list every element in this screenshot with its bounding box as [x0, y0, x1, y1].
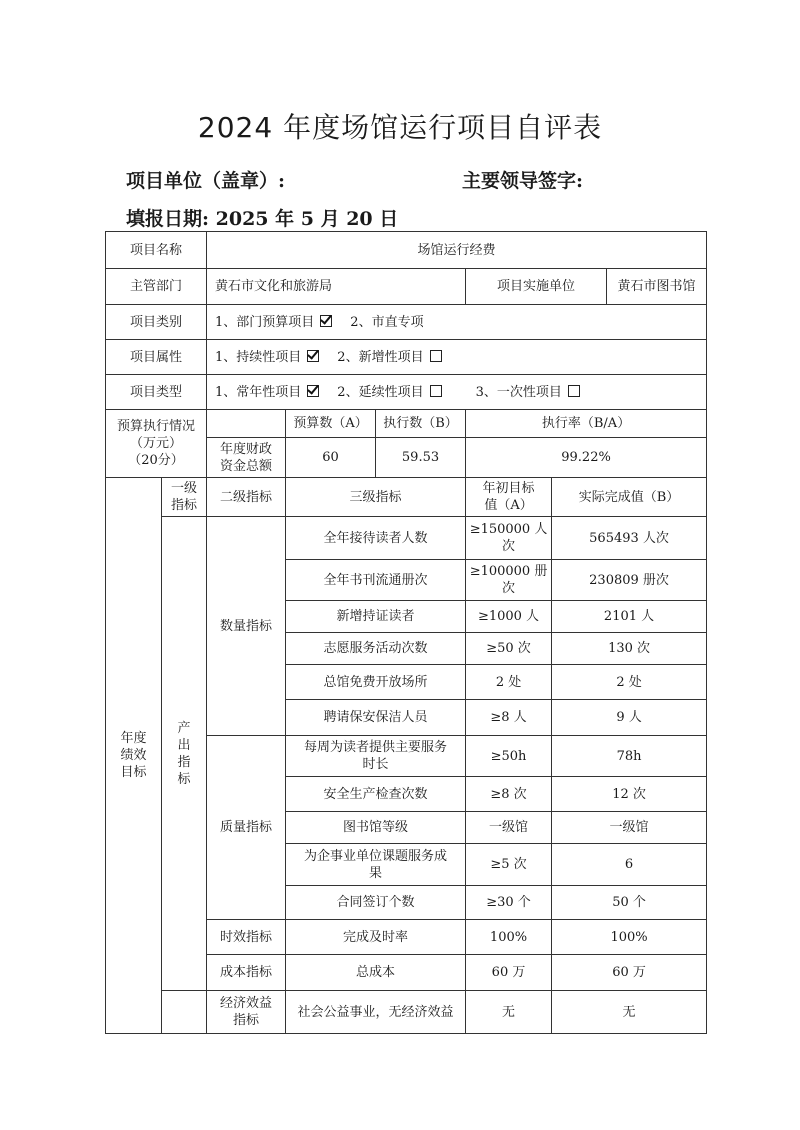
cost-target: 60 万	[466, 955, 552, 991]
lvl2-header: 二级指标	[207, 478, 286, 517]
impl-unit-value: 黄石市图书馆	[607, 269, 707, 305]
budget-value: 60	[286, 438, 376, 478]
quality-actual-2: 一级馆	[552, 812, 707, 844]
budget-col-header: 预算数（A）	[286, 410, 376, 438]
quantity-actual-4: 2 处	[552, 665, 707, 700]
category-opt1-checkbox[interactable]	[320, 315, 332, 327]
lvl1-header: 一级指标	[162, 478, 207, 517]
lvl1-blank-cell	[162, 991, 207, 1034]
quantity-actual-1: 230809 册次	[552, 560, 707, 601]
self-evaluation-table	[105, 231, 707, 1034]
timeliness-target: 100%	[466, 920, 552, 955]
quantity-target-4: 2 处	[466, 665, 552, 700]
quantity-actual-5: 9 人	[552, 700, 707, 736]
dept-value: 黄石市文化和旅游局	[207, 269, 466, 305]
quality-target-0: ≥50h	[466, 736, 552, 777]
category-label: 项目类别	[106, 305, 207, 340]
cost-name: 总成本	[286, 955, 466, 991]
cost-label: 成本指标	[207, 955, 286, 991]
category-opt2: 2、市直专项	[350, 314, 424, 330]
quantity-target-1: ≥100000 册次	[466, 560, 552, 601]
quality-actual-1: 12 次	[552, 777, 707, 812]
quality-actual-3: 6	[552, 844, 707, 886]
type-opt3: 3、一次性项目	[475, 384, 562, 400]
quantity-target-2: ≥1000 人	[466, 601, 552, 633]
target-header: 年初目标值（A）	[466, 478, 552, 517]
quantity-name-2: 新增持证读者	[286, 601, 466, 633]
fiscal-total-label: 年度财政资金总额	[207, 438, 286, 478]
fill-date: 填报日期: 2025 年 5 月 20 日	[126, 208, 399, 230]
timeliness-name: 完成及时率	[286, 920, 466, 955]
category-opt1: 1、部门预算项目	[215, 314, 315, 330]
quality-name-2: 图书馆等级	[286, 812, 466, 844]
budget-exec-label-line1: 预算执行情况	[117, 419, 196, 434]
category-options	[207, 305, 707, 340]
quantity-target-3: ≥50 次	[466, 633, 552, 665]
type-opt1: 1、常年性项目	[215, 384, 302, 400]
attribute-label: 项目属性	[106, 340, 207, 375]
exec-col-header: 执行数（B）	[376, 410, 466, 438]
quality-target-4: ≥30 个	[466, 886, 552, 920]
economic-target: 无	[466, 991, 552, 1034]
type-opt3-checkbox[interactable]	[568, 385, 580, 397]
output-label: 产出指标	[162, 517, 207, 991]
attribute-opt2: 2、新增性项目	[337, 349, 424, 365]
type-opt2: 2、延续性项目	[337, 384, 424, 400]
type-options	[207, 375, 707, 410]
quantity-name-1: 全年书刊流通册次	[286, 560, 466, 601]
annual-perf-label: 年度绩效目标	[106, 478, 162, 1034]
attribute-opt1: 1、持续性项目	[215, 349, 302, 365]
project-name-value: 场馆运行经费	[207, 232, 707, 269]
quality-name-1: 安全生产检查次数	[286, 777, 466, 812]
attribute-opt1-checkbox[interactable]	[307, 350, 319, 362]
type-opt2-checkbox[interactable]	[430, 385, 442, 397]
impl-unit-label: 项目实施单位	[466, 269, 607, 305]
quality-name-4: 合同签订个数	[286, 886, 466, 920]
timeliness-actual: 100%	[552, 920, 707, 955]
quality-actual-0: 78h	[552, 736, 707, 777]
budget-exec-label	[106, 410, 207, 478]
quantity-target-0: ≥150000 人次	[466, 517, 552, 560]
economic-name: 社会公益事业，无经济效益	[286, 991, 466, 1034]
economic-label: 经济效益指标	[207, 991, 286, 1034]
quantity-name-0: 全年接待读者人数	[286, 517, 466, 560]
quantity-name-4: 总馆免费开放场所	[286, 665, 466, 700]
attribute-opt2-checkbox[interactable]	[430, 350, 442, 362]
type-label: 项目类型	[106, 375, 207, 410]
rate-value: 99.22%	[466, 438, 707, 478]
quantity-actual-0: 565493 人次	[552, 517, 707, 560]
budget-exec-label-line2: （万元）	[130, 436, 183, 451]
quality-name-3: 为企事业单位课题服务成果	[286, 844, 466, 886]
dept-label: 主管部门	[106, 269, 207, 305]
type-opt1-checkbox[interactable]	[307, 385, 319, 397]
page-title: 2024 年度场馆运行项目自评表	[197, 111, 603, 144]
cost-actual: 60 万	[552, 955, 707, 991]
attribute-options	[207, 340, 707, 375]
budget-blank-cell	[207, 410, 286, 438]
budget-exec-label-line3: （20分）	[128, 453, 184, 468]
quality-target-2: 一级馆	[466, 812, 552, 844]
quantity-actual-2: 2101 人	[552, 601, 707, 633]
quality-label: 质量指标	[207, 736, 286, 920]
lvl3-header: 三级指标	[286, 478, 466, 517]
timeliness-label: 时效指标	[207, 920, 286, 955]
quantity-actual-3: 130 次	[552, 633, 707, 665]
quality-target-1: ≥8 次	[466, 777, 552, 812]
leader-sign-label: 主要领导签字:	[462, 170, 584, 192]
project-name-label: 项目名称	[106, 232, 207, 269]
quality-target-3: ≥5 次	[466, 844, 552, 886]
actual-header: 实际完成值（B）	[552, 478, 707, 517]
project-unit-label: 项目单位（盖章）:	[126, 170, 286, 192]
quality-name-0: 每周为读者提供主要服务时长	[286, 736, 466, 777]
economic-actual: 无	[552, 991, 707, 1034]
quantity-name-3: 志愿服务活动次数	[286, 633, 466, 665]
exec-value: 59.53	[376, 438, 466, 478]
quantity-name-5: 聘请保安保洁人员	[286, 700, 466, 736]
quantity-label: 数量指标	[207, 517, 286, 736]
rate-col-header: 执行率（B/A）	[466, 410, 707, 438]
quality-actual-4: 50 个	[552, 886, 707, 920]
quantity-target-5: ≥8 人	[466, 700, 552, 736]
